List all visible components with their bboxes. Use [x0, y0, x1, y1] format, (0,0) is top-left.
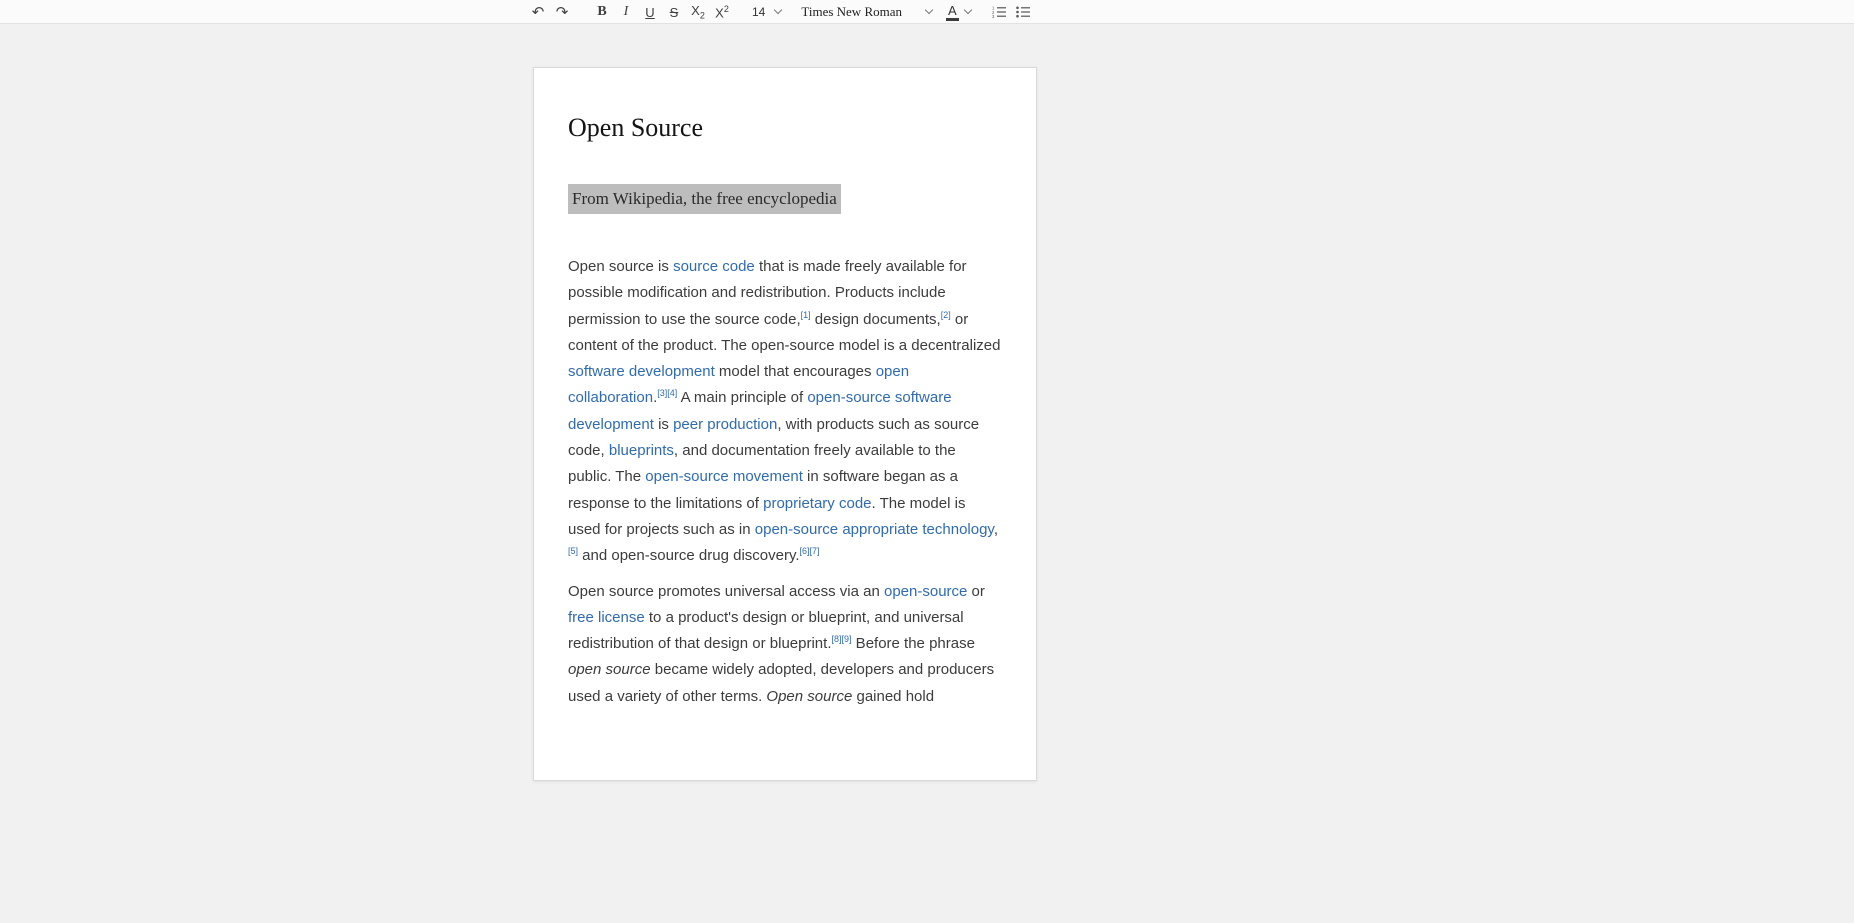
- text-run: design documents,: [810, 310, 941, 328]
- hyperlink[interactable]: proprietary code: [763, 494, 872, 512]
- italic-icon: I: [623, 4, 629, 19]
- text-run: , with products such as source code,: [568, 415, 980, 460]
- font-color-dropdown[interactable]: [932, 0, 971, 24]
- hyperlink[interactable]: open-source appropriate technology: [754, 520, 994, 538]
- hyperlink[interactable]: open-source movement: [645, 468, 803, 486]
- hyperlink[interactable]: open collaboration: [568, 363, 910, 407]
- hyperlink[interactable]: blueprints: [608, 442, 674, 460]
- undo-icon: ↶: [531, 3, 545, 21]
- text-run: or: [967, 582, 985, 600]
- text-run: A main principle of: [677, 389, 808, 407]
- svg-text:2: 2: [991, 9, 995, 15]
- hyperlink[interactable]: open-source software development: [568, 389, 952, 433]
- italic-text: Open source: [766, 687, 853, 705]
- chevron-down-icon: [774, 6, 782, 14]
- text-run: . The model is used for projects such as in: [568, 494, 966, 538]
- hyperlink[interactable]: source code: [673, 258, 755, 275]
- document-subtitle: From Wikipedia, the free encyclopedia: [568, 184, 841, 214]
- text-run: model that encourages: [714, 363, 876, 381]
- text-run: Before the phrase: [851, 635, 975, 653]
- text-run: Open source promotes universal access via an: [568, 582, 884, 600]
- font-size-value: 14: [752, 5, 766, 19]
- svg-text:1: 1: [991, 6, 995, 11]
- superscript-button[interactable]: [710, 0, 734, 24]
- hyperlink[interactable]: software development: [568, 363, 715, 381]
- text-run: in software began as a response to the limitations of: [568, 468, 958, 512]
- subscript-button[interactable]: [686, 0, 710, 24]
- underline-icon: U: [645, 4, 655, 20]
- formatting-toolbar: [0, 0, 1854, 24]
- document-canvas: [0, 25, 1854, 923]
- text-run: and open-source drug discovery.: [578, 547, 800, 565]
- reference-superscript[interactable]: [2]: [940, 309, 951, 320]
- underline-button[interactable]: [638, 0, 662, 24]
- numbered-list-icon: [992, 6, 1006, 18]
- reference-superscript[interactable]: [8][9]: [831, 634, 852, 645]
- bullet-list-button[interactable]: [1011, 0, 1035, 24]
- toolbar-group: [526, 0, 1035, 24]
- font-color-icon: A: [946, 4, 959, 21]
- chevron-down-icon: [963, 6, 971, 14]
- italic-text: open source: [568, 661, 651, 679]
- text-run: that is made freely available for possible modification and redistribution. Products include permission to use the source code,: [568, 258, 967, 328]
- text-run: to a product's design or blueprint, and universal redistribution of that design or blueprint.: [568, 608, 964, 653]
- bullet-list-icon: [1016, 6, 1030, 18]
- numbered-list-button[interactable]: [987, 0, 1011, 24]
- text-run: became widely adopted, developers and producers used a variety of other terms.: [568, 661, 995, 705]
- font-name-value: Times New Roman: [801, 4, 902, 19]
- redo-icon: ↷: [555, 3, 569, 21]
- svg-text:3: 3: [991, 14, 995, 18]
- hyperlink[interactable]: free license: [568, 608, 645, 626]
- undo-button[interactable]: [526, 0, 550, 24]
- text-run: Open source is: [568, 258, 674, 275]
- document-title: Open Source: [568, 113, 704, 142]
- paragraph: [568, 579, 1002, 710]
- text-run: is: [653, 415, 674, 433]
- font-size-dropdown[interactable]: [744, 0, 781, 24]
- bold-icon: B: [597, 4, 607, 19]
- italic-button[interactable]: [614, 0, 638, 24]
- text-run: ,: [993, 520, 998, 538]
- subscript-icon: $X_2$: [691, 3, 705, 21]
- document-page[interactable]: [533, 67, 1037, 781]
- document-body[interactable]: [568, 254, 1002, 710]
- superscript-icon: $X^2$: [715, 3, 729, 21]
- strikethrough-icon: S: [669, 4, 679, 20]
- text-run: or content of the product. The open-source model is a decentralized: [568, 310, 1001, 354]
- strikethrough-button[interactable]: [662, 0, 686, 24]
- reference-superscript[interactable]: [1]: [800, 309, 811, 320]
- reference-superscript[interactable]: [5]: [568, 546, 579, 557]
- redo-button[interactable]: [550, 0, 574, 24]
- bold-button[interactable]: [590, 0, 614, 24]
- font-name-dropdown[interactable]: [791, 0, 932, 24]
- hyperlink[interactable]: open-source: [884, 582, 968, 600]
- reference-superscript[interactable]: [3][4]: [657, 388, 678, 399]
- reference-superscript[interactable]: [6][7]: [799, 546, 820, 557]
- paragraph: [568, 254, 1002, 570]
- text-run: gained hold: [852, 687, 935, 705]
- hyperlink[interactable]: peer production: [673, 415, 778, 433]
- text-run: , and documentation freely available to the public. The: [568, 442, 956, 486]
- text-run: .: [653, 389, 658, 407]
